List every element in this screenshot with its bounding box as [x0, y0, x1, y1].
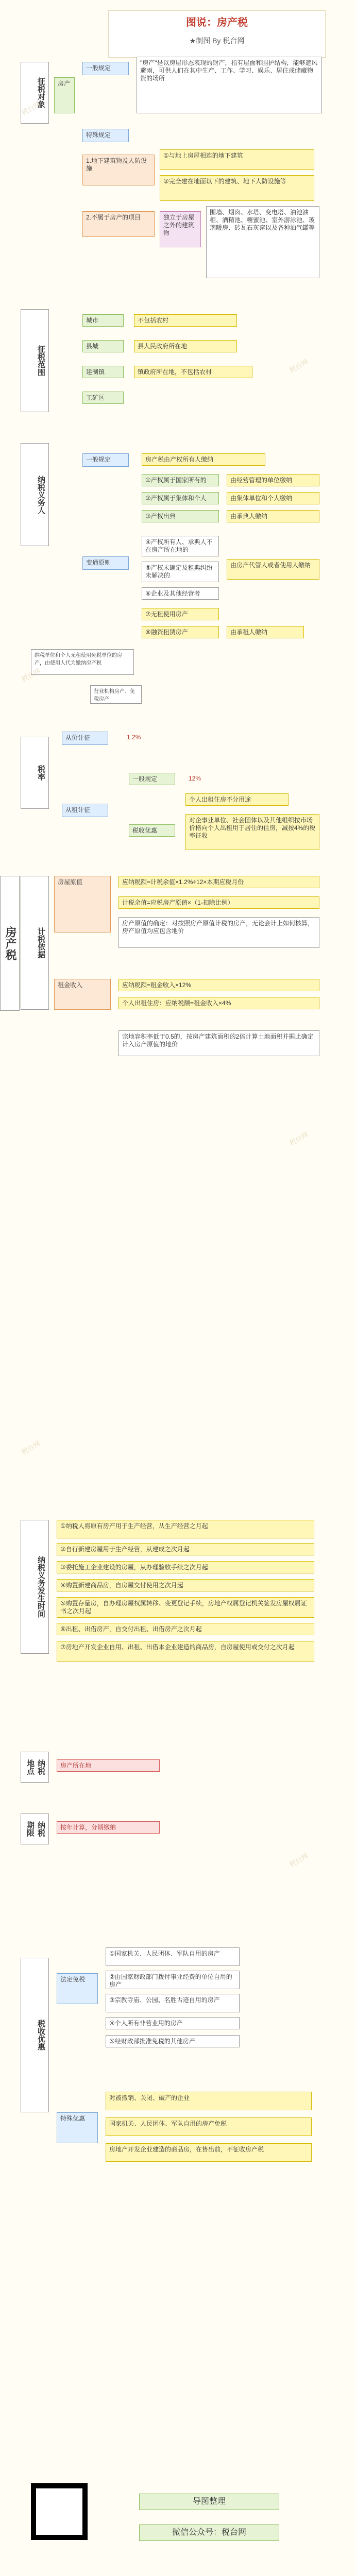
root-node: 房产税	[0, 876, 20, 1011]
node-timing-6: ⑥出租、出借房产，自交付出租、出借房产之次月起	[57, 1623, 314, 1635]
node-ex-2: ②由国家财政部门拨付事业经费的单位自用的房产	[106, 1971, 240, 1989]
node-basis-value: 房屋原值	[54, 876, 111, 933]
node-ex-5: ⑤经财政部批准免税的其他房产	[106, 2035, 240, 2047]
node-county-text: 县人民政府所在地	[134, 340, 237, 352]
node-ob-note: 纳税单位和个人无租使用免税单位的房产，由使用人代为缴纳房产税	[31, 649, 134, 675]
node-basis-r2: 个人出租住房：应纳税额=租金收入×4%	[118, 997, 319, 1009]
node-basis-r1: 应纳税额=租金收入×12%	[118, 979, 319, 991]
node-rate-1-2: 1.2%	[127, 734, 141, 741]
node-special-2: 2.不属于房产的项目	[82, 211, 155, 237]
node-ob-general: 一般规定	[82, 453, 129, 467]
node-timing-2: ②自行新建房屋用于生产经营，从建成之次月起	[57, 1543, 314, 1555]
node-county: 县城	[82, 340, 124, 352]
node-ob-c-text: 由房产代管人或者使用人缴纳	[227, 559, 319, 580]
watermark: 税台网	[20, 100, 42, 117]
watermark: 税台网	[20, 667, 42, 684]
section-obligor: 纳税义务人	[21, 443, 49, 546]
node-rate-general: 一般规定	[129, 773, 175, 785]
node-special-1b: ②完全建在地面以下的建筑、地下人防设施等	[160, 175, 314, 201]
node-ex-4: ④个人所有非营业用的房产	[106, 2017, 240, 2029]
node-timing-4: ④购置新建商品房，自房屋交付使用之次月起	[57, 1579, 314, 1591]
node-town: 建制镇	[82, 366, 124, 378]
section-timing: 纳税义务发生时间	[21, 1520, 49, 1654]
node-city-text: 不包括农村	[134, 314, 237, 327]
node-special-1a: ①与地上房屋相连的地下建筑	[160, 149, 314, 170]
watermark: 税台网	[20, 1439, 42, 1456]
section-basis: 计税依据	[21, 876, 49, 1010]
node-special: 特殊规定	[82, 129, 129, 142]
node-rate-value: 从价计征	[62, 732, 108, 745]
node-town-text: 镇政府所在地，不包括农村	[134, 366, 252, 378]
node-timing-7: ⑦房地产开发企业自用、出租、出借本企业建造的商品房，自房屋使用或交付之次月起	[57, 1641, 314, 1662]
node-timing-3: ③委托施工企业建设的房屋，从办理验收手续之次月起	[57, 1561, 314, 1573]
node-ob-note2: 营业机构房产、免税房产	[90, 685, 142, 704]
node-timing-5: ⑤购置存量房，自办理房屋权属转移、变更登记手续，房地产权属登记机关签发房屋权属证书之次月起	[57, 1597, 314, 1618]
node-ob-g1: 房产税由产权所有人缴纳	[142, 453, 265, 466]
node-ob-c4: ⑦无租使用房产	[142, 608, 219, 620]
watermark: 税台网	[288, 1852, 310, 1869]
node-rate-pref: 税收优惠	[129, 824, 175, 837]
node-ex-title: 法定免税	[57, 1973, 98, 2004]
node-ex-3: ③宗教寺庙、公园、名胜古迹自用的房产	[106, 1994, 240, 2012]
node-ob-c2: ⑤产权未确定及租典纠纷未解决的	[142, 562, 219, 582]
node-general: 一般规定	[82, 62, 129, 75]
node-ob-c5: ⑧融资租赁房产	[142, 626, 219, 638]
section-rate: 税率	[21, 737, 49, 809]
node-house: 房产	[54, 77, 75, 113]
node-special-2a: 独立于房屋之外的建筑物	[160, 211, 201, 247]
node-basis-v2: 计税余值=应税房产原值×（1-扣除比例）	[118, 896, 319, 909]
watermark: 税台网	[288, 1130, 310, 1147]
node-ex-pref: 特殊优惠	[57, 2112, 98, 2143]
node-basis-v3: 房产原值的确定：对按照房产原值计税的房产，无论会计上如何核算，房产原值均应包含地价	[118, 917, 319, 948]
node-ob-g2t: 由经营管理的单位缴纳	[227, 474, 319, 486]
node-ob-g3: ②产权属于集体和个人	[142, 492, 219, 504]
footer-label: 导图整理	[139, 2494, 279, 2510]
node-ex-pref2: 国家机关、人民团体、军队自用的房产免税	[106, 2117, 312, 2136]
node-basis-v1: 应纳税额=计税余值×1.2%÷12×本期应税月份	[118, 876, 319, 888]
node-special-1: 1.地下建筑物及人防设施	[82, 155, 155, 185]
node-ob-change: 变通原则	[82, 556, 129, 570]
node-ob-c3: ⑥企业及其他经营者	[142, 587, 219, 600]
node-ob-c5t: 由承租人缴纳	[227, 626, 304, 638]
node-basis-rent: 租金收入	[54, 979, 111, 1010]
node-special-2b: 围墙、烟囱、水塔、变电塔、油池油柜、酒精池、糖蜜池、室外游泳池、玻璃暖房、砖瓦石灰窑以及各种油气罐等	[206, 206, 319, 278]
node-rate-pref-text: 对企事业单位、社会团体以及其他组织按市场价格向个人出租用于居住的住房，减按4%的税率征收	[185, 814, 319, 850]
node-ob-g2: ①产权属于国家所有的	[142, 474, 219, 486]
section-scope: 征税范围	[21, 309, 49, 412]
node-basis-land: 宗地容积率低于0.5的，按房产建筑面积的2倍计算土地面积并据此确定计入房产原值的地价	[118, 1030, 319, 1056]
node-rate-rent: 从租计征	[62, 804, 108, 817]
node-ex-pref1: 对被撤销、关闭、破产的企业	[106, 2092, 312, 2110]
page-title: 图说：房产税	[186, 17, 248, 28]
node-rate-person: 个人出租住房不分用途	[185, 793, 289, 806]
section-exempt: 税收优惠	[21, 1958, 49, 2112]
section-place: 纳税地点	[21, 1752, 49, 1783]
watermark: 税台网	[288, 358, 310, 375]
node-ob-g4t: 由承典人缴纳	[227, 510, 319, 522]
page-subtitle: ★制图 By 税台网	[189, 37, 245, 45]
node-ex-pref3: 房地产开发企业建造的商品房，在售出前，不征收房产税	[106, 2143, 312, 2162]
node-city: 城市	[82, 314, 124, 327]
section-period: 纳税期限	[21, 1814, 49, 1844]
node-place: 房产所在地	[57, 1759, 160, 1772]
node-timing-1: ①纳税人将原有房产用于生产经营，从生产经营之月起	[57, 1520, 314, 1538]
node-general-text: "房产"是以房屋形态表现的财产，指有屋面和围护结构，能够遮风避雨，可供人们在其中生产、工作、学习、娱乐、居住或储藏物资的场所	[137, 57, 322, 113]
node-ob-g3t: 由集体单位和个人缴纳	[227, 492, 319, 504]
node-ex-1: ①国家机关、人民团体、军队自用的房产	[106, 1947, 240, 1966]
section-taxpayer: 征税对象	[21, 62, 49, 124]
node-ob-c1: ④产权所有人、承典人不在房产所在地的	[142, 536, 219, 556]
node-mine: 工矿区	[82, 392, 124, 404]
title-card	[108, 10, 326, 58]
node-period: 按年计算，分期缴纳	[57, 1821, 160, 1834]
wechat-label: 微信公众号：税台网	[139, 2524, 279, 2541]
node-ob-g4: ③产权出典	[142, 510, 219, 522]
qr-code	[31, 2483, 88, 2540]
node-rate-12: 12%	[189, 775, 201, 782]
